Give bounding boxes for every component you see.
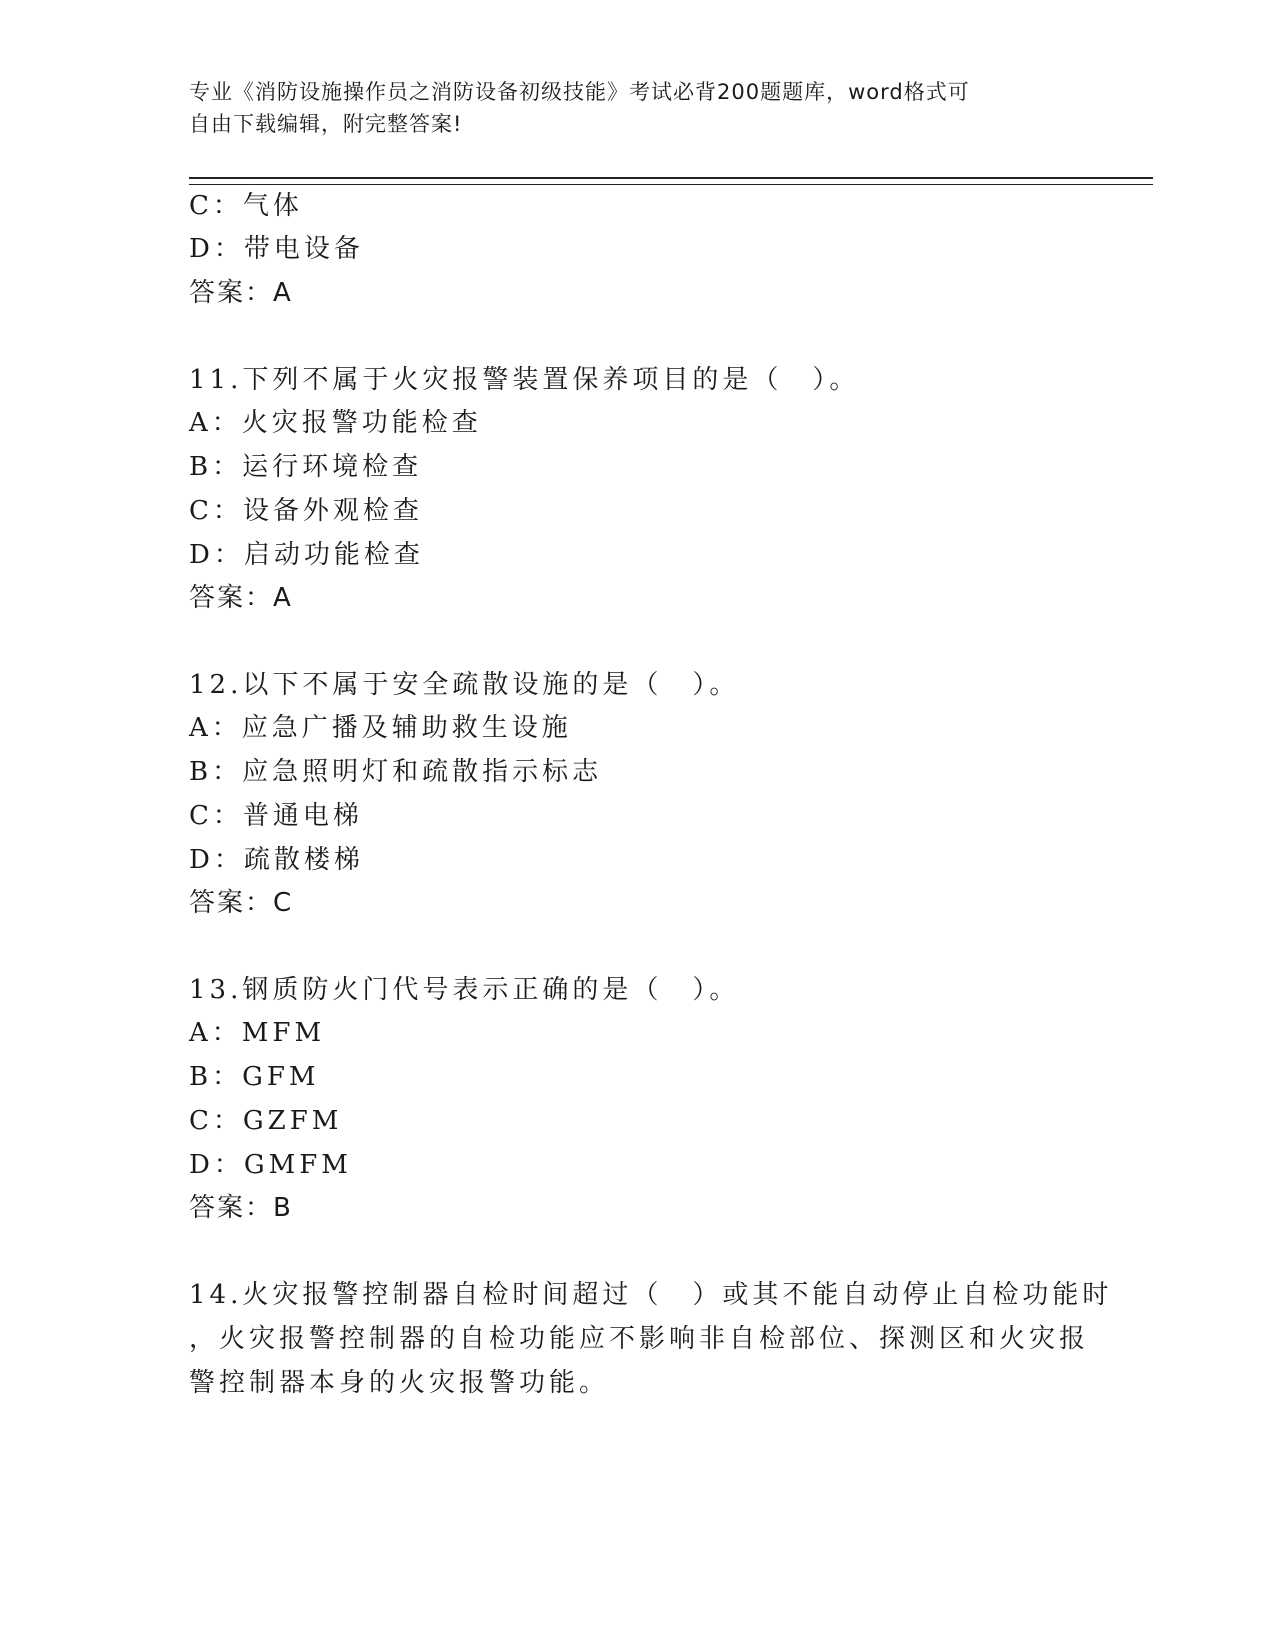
- q11-option-d: D：启动功能检查: [189, 540, 424, 570]
- q14-question-line-1: 14.火灾报警控制器自检时间超过（ ）或其不能自动停止自检功能时: [189, 1280, 1113, 1310]
- header-line-1: 专业《消防设施操作员之消防设备初级技能》考试必背200题题库，word格式可: [189, 80, 970, 104]
- document-header: [189, 76, 1069, 140]
- q12-answer: 答案：C: [189, 888, 294, 918]
- q12-option-a: A：应急广播及辅助救生设施: [189, 713, 572, 743]
- q13-question: 13.钢质防火门代号表示正确的是（ ）。: [189, 975, 740, 1005]
- q14-question-line-3: 警控制器本身的火灾报警功能。: [189, 1368, 610, 1398]
- q13-option-b: B：GFM: [189, 1062, 320, 1092]
- header-line-2: 自由下载编辑，附完整答案!: [189, 112, 463, 136]
- header-divider-thin: [189, 184, 1153, 185]
- q11-question: 11.下列不属于火灾报警装置保养项目的是（ ）。: [189, 365, 860, 395]
- q13-option-c: C：GZFM: [189, 1106, 343, 1136]
- q10-answer: 答案：A: [189, 278, 293, 308]
- q11-option-c: C：设备外观检查: [189, 496, 423, 526]
- q12-option-b: B：应急照明灯和疏散指示标志: [189, 757, 603, 787]
- q11-option-a: A：火灾报警功能检查: [189, 408, 482, 438]
- q14-question-line-2: ，火灾报警控制器的自检功能应不影响非自检部位、探测区和火灾报: [189, 1324, 1090, 1354]
- q12-option-c: C：普通电梯: [189, 801, 363, 831]
- q11-option-b: B：运行环境检查: [189, 452, 423, 482]
- q13-answer: 答案：B: [189, 1193, 293, 1223]
- q10-option-c: C：气体: [189, 191, 303, 221]
- q12-question: 12.以下不属于安全疏散设施的是（ ）。: [189, 670, 740, 700]
- q13-option-a: A：MFM: [189, 1018, 326, 1048]
- q11-answer: 答案：A: [189, 583, 293, 613]
- header-divider-thick: [189, 177, 1153, 179]
- q12-option-d: D：疏散楼梯: [189, 845, 364, 875]
- q10-option-d: D：带电设备: [189, 234, 364, 264]
- q13-option-d: D：GMFM: [189, 1150, 352, 1180]
